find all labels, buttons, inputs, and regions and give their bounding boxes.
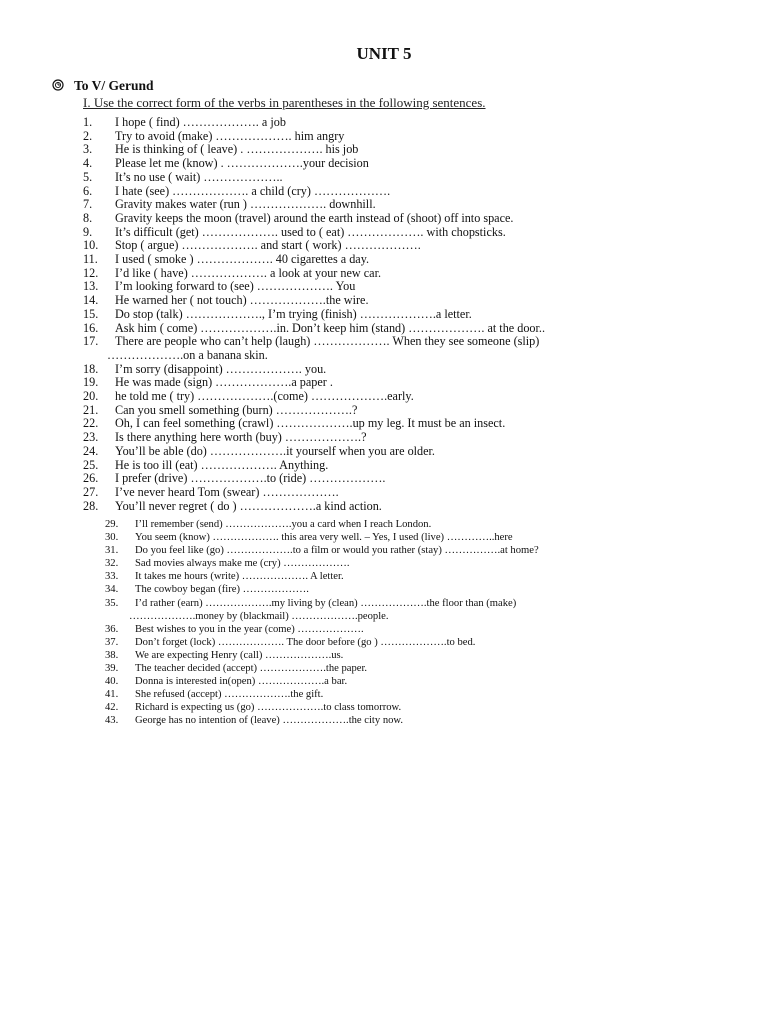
list-item (105, 675, 665, 688)
item-number: 28. (83, 498, 99, 513)
item-text: I’m sorry (disappoint) ………………. you. (115, 361, 327, 376)
list-item (83, 363, 703, 377)
item-number: 8. (83, 210, 93, 225)
list-item (83, 185, 703, 199)
list-item (83, 417, 703, 431)
item-text: Gravity makes water (run ) ………………. downhill. (115, 197, 376, 212)
item-number: 15. (83, 306, 99, 321)
list-item (105, 557, 665, 570)
item-text: I prefer (drive) ……………….to (ride) ………………. (115, 471, 386, 486)
section-heading (52, 78, 154, 94)
item-text: It takes me hours (write) ………………. A letter. (135, 571, 344, 583)
exercise-list (83, 116, 703, 513)
item-number (83, 349, 107, 363)
item-number: 6. (83, 183, 93, 198)
list-item (105, 570, 665, 583)
item-text: The cowboy began (fire) ………………. (135, 584, 309, 596)
item-number: 24. (83, 443, 99, 458)
item-number: 31. (105, 545, 119, 557)
item-number: 21. (83, 402, 99, 417)
item-text: Is there anything here worth (buy) ……………….? (115, 430, 367, 445)
item-number: 2. (83, 128, 93, 143)
list-item (105, 714, 665, 727)
list-item (83, 349, 703, 363)
item-text: he told me ( try) ……………….(come) ……………….early. (115, 389, 414, 404)
item-text: Sad movies always make me (cry) ………………. (135, 558, 350, 570)
list-item (105, 649, 665, 662)
item-text: We are expecting Henry (call) ……………….us. (135, 649, 344, 661)
item-number: 30. (105, 532, 119, 544)
list-item (83, 486, 703, 500)
list-item (83, 280, 703, 294)
list-item (105, 623, 665, 636)
list-item (83, 404, 703, 418)
list-item (83, 335, 703, 349)
list-item (83, 116, 703, 130)
list-item (83, 390, 703, 404)
list-item (105, 701, 665, 714)
list-item (105, 610, 665, 623)
list-item (83, 226, 703, 240)
item-number: 29. (105, 519, 119, 530)
item-number: 9. (83, 224, 93, 239)
list-item (83, 212, 703, 226)
list-item (83, 376, 703, 390)
item-number: 42. (105, 702, 119, 714)
list-item (83, 130, 703, 144)
item-number: 4. (83, 156, 93, 171)
section-heading-text: To V/ Gerund (74, 78, 154, 93)
exercise-list-small (105, 518, 665, 728)
item-text: Do you feel like (go) ……………….to a film or would you rather (stay) …………….at home? (135, 545, 539, 557)
exercise-instruction: I. Use the correct form of the verbs in parentheses in the following sentences. (83, 95, 486, 110)
item-text: Don’t forget (lock) ………………. The door before (go ) ……………….to bed. (135, 636, 476, 648)
item-text: I’ve never heard Tom (swear) ………………. (115, 484, 339, 499)
item-text: I’d like ( have) ………………. a look at your new car. (115, 265, 382, 280)
list-item (105, 518, 665, 531)
item-number (105, 610, 129, 623)
list-item (83, 294, 703, 308)
item-number: 39. (105, 663, 119, 675)
list-item (83, 322, 703, 336)
item-number: 3. (83, 142, 93, 157)
list-item (105, 636, 665, 649)
list-item (83, 459, 703, 473)
item-number: 13. (83, 279, 99, 294)
list-item (83, 472, 703, 486)
item-text: I’d rather (earn) ……………….my living by (clean) ……………….the floor than (make) (135, 597, 517, 609)
item-text: Oh, I can feel something (crawl) ……………….up my leg. It must be an insect. (115, 416, 506, 431)
item-text: Gravity keeps the moon (travel) around the earth instead of (shoot) off into space. (115, 210, 514, 225)
item-text: Try to avoid (make) ………………. him angry (115, 128, 345, 143)
list-item (83, 308, 703, 322)
item-text: George has no intention of (leave) ……………….the city now. (135, 715, 404, 727)
list-item (83, 500, 703, 514)
item-number: 23. (83, 430, 99, 445)
list-item (105, 597, 665, 610)
list-item (105, 662, 665, 675)
item-number: 38. (105, 649, 119, 661)
list-item (105, 688, 665, 701)
list-item (105, 544, 665, 557)
item-number: 22. (83, 416, 99, 431)
item-text: You’ll never regret ( do ) ……………….a kind action. (115, 498, 382, 513)
item-text: It’s no use ( wait) ……………….. (115, 169, 283, 184)
list-item (83, 143, 703, 157)
item-number: 10. (83, 238, 99, 253)
item-text: Donna is interested in(open) ……………….a bar. (135, 676, 348, 688)
item-text: She refused (accept) ……………….the gift. (135, 689, 324, 701)
item-text: Best wishes to you in the year (come) ………………. (135, 623, 364, 635)
item-text: You seem (know) ………………. this area very well. – Yes, I used (live) …………..here (135, 532, 513, 544)
list-item (83, 267, 703, 281)
item-number: 18. (83, 361, 99, 376)
item-text: Do stop (talk) ………………., I’m trying (finish) ……………….a letter. (115, 306, 472, 321)
item-number: 19. (83, 375, 99, 390)
item-number: 37. (105, 636, 119, 648)
list-item (83, 253, 703, 267)
item-text: Ask him ( come) ……………….in. Don’t keep him (stand) ………………. at the door.. (115, 320, 546, 335)
item-number: 34. (105, 584, 119, 596)
list-item (83, 431, 703, 445)
item-text: I hate (see) ………………. a child (cry) ………………. (115, 183, 391, 198)
item-text: Can you smell something (burn) ……………….? (115, 402, 358, 417)
item-text: ……………….on a banana skin. (107, 347, 268, 362)
list-item (83, 198, 703, 212)
item-text: ……………….money by (blackmail) ……………….people. (129, 610, 389, 622)
item-number: 26. (83, 471, 99, 486)
list-item (83, 171, 703, 185)
item-number: 12. (83, 265, 99, 280)
item-number: 11. (83, 252, 98, 267)
item-text: You’ll be able (do) ……………….it yourself when you are older. (115, 443, 435, 458)
item-text: I’m looking forward to (see) ………………. You (115, 279, 356, 294)
item-text: Stop ( argue) ………………. and start ( work) ………………. (115, 238, 421, 253)
clock-icon (52, 79, 66, 94)
item-number: 32. (105, 558, 119, 570)
item-number: 41. (105, 689, 119, 701)
item-text: I hope ( find) ………………. a job (115, 115, 286, 129)
item-number: 40. (105, 676, 119, 688)
item-number: 35. (105, 597, 119, 609)
item-number: 36. (105, 623, 119, 635)
item-text: Richard is expecting us (go) ……………….to class tomorrow. (135, 702, 402, 714)
item-number: 16. (83, 320, 99, 335)
item-text: He is thinking of ( leave) . ………………. his job (115, 142, 359, 157)
item-number: 1. (83, 115, 93, 129)
item-number: 25. (83, 457, 99, 472)
item-number: 14. (83, 293, 99, 308)
item-text: I used ( smoke ) ………………. 40 cigarettes a day. (115, 252, 370, 267)
item-text: He was made (sign) ……………….a paper . (115, 375, 333, 390)
list-item (83, 239, 703, 253)
page-title: UNIT 5 (356, 44, 412, 63)
item-number: 27. (83, 484, 99, 499)
item-number: 17. (83, 334, 99, 349)
item-number: 33. (105, 571, 119, 583)
list-item (105, 583, 665, 596)
list-item (83, 445, 703, 459)
item-text: He warned her ( not touch) ……………….the wire. (115, 293, 369, 308)
item-text: Please let me (know) . ……………….your decision (115, 156, 369, 171)
list-item (83, 157, 703, 171)
item-text: There are people who can’t help (laugh) ………………. When they see someone (slip) (115, 334, 540, 349)
item-text: The teacher decided (accept) ……………….the paper. (135, 663, 368, 675)
item-number: 20. (83, 389, 99, 404)
item-number: 7. (83, 197, 93, 212)
item-text: I’ll remember (send) ……………….you a card when I reach London. (135, 519, 432, 530)
item-number: 43. (105, 715, 119, 727)
list-item (105, 531, 665, 544)
item-text: He is too ill (eat) ………………. Anything. (115, 457, 329, 472)
item-number: 5. (83, 169, 93, 184)
item-text: It’s difficult (get) ………………. used to ( eat) ………………. with chopsticks. (115, 224, 506, 239)
